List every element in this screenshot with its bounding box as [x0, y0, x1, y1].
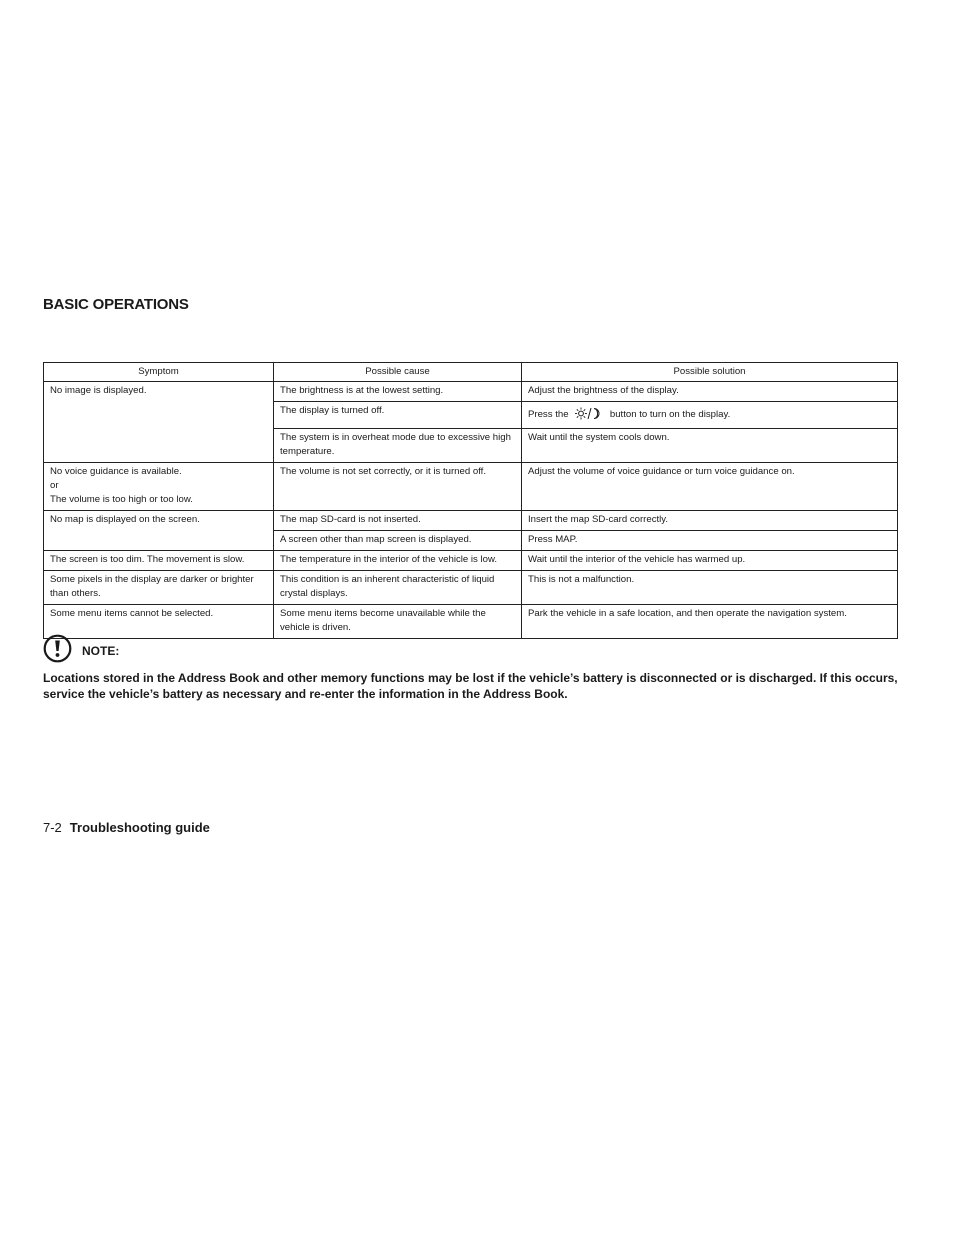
cause-cell: The volume is not set correctly, or it is turned off. [274, 463, 522, 511]
symptom-cell: Some menu items cannot be selected. [44, 605, 274, 639]
solution-cell: Wait until the system cools down. [522, 429, 898, 463]
header-possible-cause: Possible cause [274, 363, 522, 382]
solution-cell: This is not a malfunction. [522, 571, 898, 605]
day-night-button-icon [575, 407, 601, 425]
table-row [44, 463, 898, 511]
cause-cell: The brightness is at the lowest setting. [274, 382, 522, 402]
solution-cell: Park the vehicle in a safe location, and then operate the navigation system. [522, 605, 898, 639]
header-symptom: Symptom [44, 363, 274, 382]
note-label: NOTE: [82, 644, 120, 658]
symptom-cell: No image is displayed. [44, 382, 274, 463]
note-box [43, 634, 913, 702]
section-title: BASIC OPERATIONS [43, 296, 189, 313]
cause-cell: The map SD-card is not inserted. [274, 511, 522, 531]
cause-cell: The temperature in the interior of the vehicle is low. [274, 551, 522, 571]
solution-cell: Press MAP. [522, 531, 898, 551]
symptom-cell: No map is displayed on the screen. [44, 511, 274, 551]
page-number: 7-2 [43, 820, 62, 835]
solution-cell [522, 402, 898, 429]
chapter-title: Troubleshooting guide [69, 820, 210, 835]
symptom-cell: The screen is too dim. The movement is slow. [44, 551, 274, 571]
table-row [44, 511, 898, 531]
table-header-row [44, 363, 898, 382]
troubleshooting-table [43, 362, 898, 639]
symptom-cell: Some pixels in the display are darker or brighter than others. [44, 571, 274, 605]
solution-text-pre: Press the [528, 409, 569, 420]
header-possible-solution: Possible solution [522, 363, 898, 382]
solution-cell: Insert the map SD-card correctly. [522, 511, 898, 531]
solution-cell: Adjust the volume of voice guidance or turn voice guidance on. [522, 463, 898, 511]
cause-cell: A screen other than map screen is displayed. [274, 531, 522, 551]
page-footer [43, 820, 210, 835]
cause-cell: The display is turned off. [274, 402, 522, 429]
note-header [43, 634, 913, 668]
table-row [44, 551, 898, 571]
solution-text-post: button to turn on the display. [609, 409, 731, 420]
solution-cell: Adjust the brightness of the display. [522, 382, 898, 402]
cause-cell: Some menu items become unavailable while the vehicle is driven. [274, 605, 522, 639]
exclamation-circle-icon [43, 634, 72, 668]
table-row [44, 571, 898, 605]
symptom-cell: No voice guidance is available. or The volume is too high or too low. [44, 463, 274, 511]
note-text: Locations stored in the Address Book and other memory functions may be lost if the vehicle’s battery is disconnected or is discharged. If this occurs, service the vehicle’s battery as necessary and re-enter the information in the Address Book. [43, 671, 898, 701]
table-row [44, 382, 898, 402]
cause-cell: The system is in overheat mode due to excessive high temperature. [274, 429, 522, 463]
solution-cell: Wait until the interior of the vehicle has warmed up. [522, 551, 898, 571]
cause-cell: This condition is an inherent characteristic of liquid crystal displays. [274, 571, 522, 605]
